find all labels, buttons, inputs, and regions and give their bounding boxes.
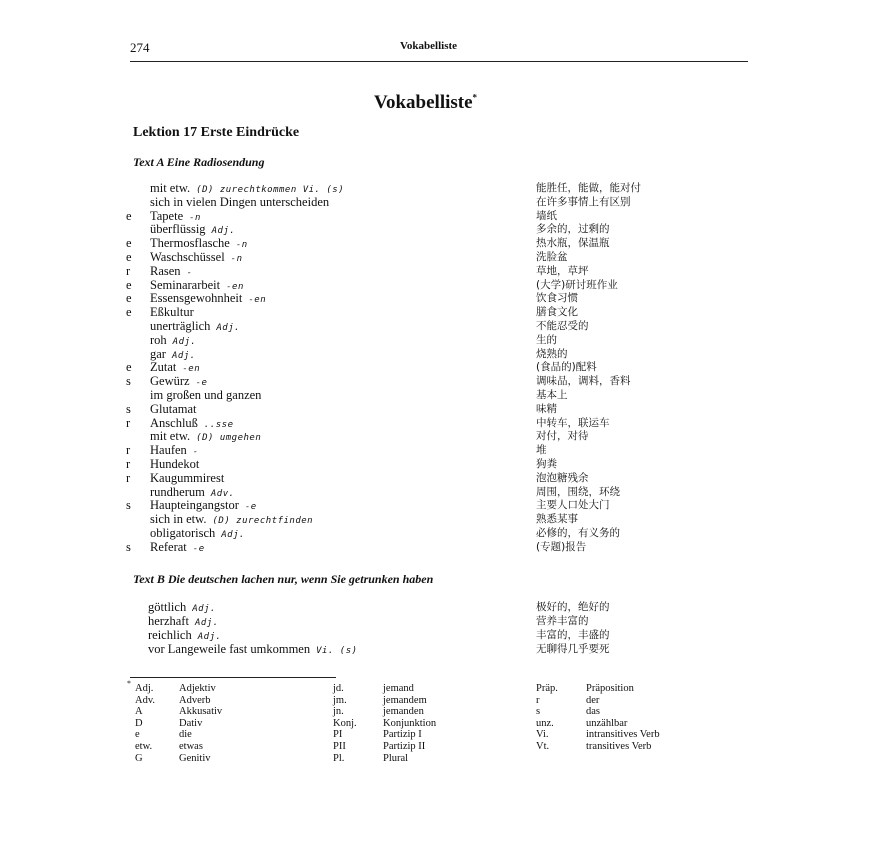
vocab-word: gar: [150, 346, 166, 361]
vocab-word: reichlich: [148, 628, 192, 642]
vocab-word: sich in vielen Dingen unterscheiden: [150, 194, 330, 209]
vocab-word: überflüssig: [150, 222, 206, 237]
vocab-translation: 主要人口处大门: [536, 499, 610, 512]
vocab-word: Haupteingangstor: [150, 498, 239, 513]
vocab-entry: [126, 251, 726, 265]
vocab-word: Eßkultur: [150, 305, 194, 320]
vocab-grammar: -e: [192, 543, 205, 554]
vocab-translation: 必修的，有义务的: [536, 526, 620, 539]
vocab-word: Seminararbeit: [150, 277, 221, 292]
vocab-entry: [126, 223, 726, 237]
vocab-entry: [126, 417, 726, 431]
vocab-translation: 周围，围绕，环绕: [536, 485, 620, 498]
vocab-entry: [126, 642, 726, 656]
vocab-grammar: Adj.: [221, 529, 245, 540]
abbreviation-expansion: Adjektiv: [179, 683, 216, 694]
page-number: 274: [130, 40, 150, 55]
vocab-translation: 中转车，联运车: [536, 416, 610, 429]
vocab-translation: 泡泡糖残余: [536, 471, 589, 484]
vocab-entry: [126, 513, 726, 527]
vocab-word: Zutat: [150, 360, 177, 375]
vocab-article: r: [126, 456, 131, 471]
vocab-word: mit etw.: [150, 181, 191, 195]
abbreviation-expansion: Partizip II: [383, 740, 426, 752]
vocab-word: rundherum: [150, 484, 205, 499]
vocab-word: vor Langeweile fast umkommen: [148, 642, 311, 656]
vocab-word: göttlich: [148, 600, 187, 614]
vocab-translation: (专题)报告: [536, 540, 587, 553]
vocab-word: Waschschüssel: [150, 249, 225, 264]
footnote-mark: *: [127, 679, 131, 688]
vocab-entry: [126, 430, 726, 444]
abbreviation-expansion: jemandem: [383, 694, 427, 706]
vocab-grammar: -e: [244, 502, 257, 513]
vocab-translation: 熟悉某事: [536, 513, 578, 526]
abbreviation-expansion: der: [586, 694, 600, 706]
vocab-entry: [126, 614, 726, 628]
vocab-translation: 生的: [536, 333, 557, 346]
abbreviation-expansion: Akkusativ: [179, 706, 223, 718]
vocab-article: s: [126, 498, 131, 513]
abbreviation-expansion: unzählbar: [586, 717, 628, 729]
abbreviation: Pl.: [333, 752, 345, 764]
vocab-entry: [126, 265, 726, 279]
vocab-entry: [126, 472, 726, 486]
abbreviation: jn.: [333, 706, 344, 718]
vocab-translation: 饮食习惯: [536, 292, 578, 305]
footnote-rule: [130, 677, 336, 678]
vocab-entry: [126, 182, 726, 196]
vocab-translation: 膳食文化: [536, 306, 578, 319]
vocab-grammar: -e: [195, 378, 208, 389]
vocab-word: Haufen: [150, 443, 187, 458]
abbreviation-expansion: etwas: [179, 740, 203, 752]
vocab-entry: [126, 306, 726, 320]
text-b-heading: Text B Die deutschen lachen nur, wenn Sie getrunken haben: [133, 572, 434, 586]
vocab-entry: [126, 210, 726, 224]
vocab-grammar: (D) zurechtkommen Vi. (s): [196, 185, 345, 195]
text-a-vocab-list: [126, 182, 726, 555]
abbreviation-expansion: Adverb: [179, 694, 211, 706]
page-header: [130, 40, 748, 60]
running-head: Vokabelliste: [400, 40, 458, 52]
abbreviation: e: [135, 729, 140, 741]
vocab-entry: [126, 458, 726, 472]
vocab-grammar: -en: [248, 295, 267, 306]
vocab-word: unerträglich: [150, 318, 211, 333]
vocab-entry: [126, 403, 726, 417]
abbreviation: Adv.: [135, 694, 156, 706]
abbreviation-expansion: die: [179, 729, 192, 741]
vocab-translation: 基本上: [536, 388, 568, 401]
vocab-entry: [126, 486, 726, 500]
vocab-article: e: [126, 277, 132, 292]
vocab-article: e: [126, 249, 132, 264]
abbreviation-expansion: transitives Verb: [586, 740, 652, 752]
header-rule: [130, 61, 748, 62]
vocab-entry: [126, 279, 726, 293]
vocab-word: Essensgewohnheit: [150, 291, 243, 306]
vocab-word: Glutamat: [150, 401, 197, 416]
vocab-grammar: Adj.: [197, 632, 222, 642]
vocab-entry: [126, 320, 726, 334]
title-text: Vokabelliste: [374, 92, 473, 113]
vocab-grammar: Vi. (s): [316, 646, 358, 656]
vocab-entry: [126, 237, 726, 251]
vocab-grammar: -en: [226, 281, 244, 292]
vocab-translation: 对付，对待: [536, 430, 589, 443]
vocab-entry: [126, 196, 726, 210]
abbreviation: Präp.: [536, 683, 558, 694]
vocab-entry: [126, 628, 726, 642]
vocab-translation: 丰富的，丰盛的: [536, 629, 610, 641]
vocab-grammar: -n: [230, 253, 243, 264]
vocab-article: e: [126, 208, 132, 223]
vocab-translation: (食品的)配料: [536, 361, 597, 374]
vocab-translation: 营养丰富的: [536, 615, 589, 627]
vocab-translation: 多余的，过剩的: [536, 223, 610, 236]
vocab-word: roh: [150, 332, 167, 347]
abbreviation-expansion: jemanden: [383, 706, 424, 718]
vocab-grammar: Adj.: [194, 618, 219, 628]
vocab-translation: 味精: [536, 402, 557, 415]
abbreviation: r: [536, 694, 540, 706]
vocab-translation: 无聊得几乎要死: [536, 643, 610, 655]
vocab-article: e: [126, 305, 132, 320]
abbreviation: D: [135, 717, 143, 729]
vocab-translation: 极好的，绝好的: [536, 601, 610, 613]
vocab-translation: 能胜任，能做，能对付: [536, 182, 641, 194]
vocab-translation: 草地，草坪: [536, 264, 589, 277]
vocab-word: obligatorisch: [150, 525, 216, 540]
abbreviation-expansion: Konjunktion: [383, 717, 437, 729]
abbreviation: Vt.: [536, 740, 550, 752]
abbreviation: A: [135, 706, 143, 718]
vocab-entry: [126, 375, 726, 389]
lesson-heading: Lektion 17 Erste Eindrücke: [133, 125, 300, 140]
abbreviation-expansion: intransitives Verb: [586, 729, 660, 741]
vocab-article: r: [126, 415, 131, 430]
vocab-translation: 调味品，调料，香料: [536, 375, 631, 388]
vocab-word: Thermosflasche: [150, 236, 230, 251]
vocab-term: [148, 642, 358, 658]
vocab-grammar: -en: [182, 364, 201, 375]
vocab-word: Rasen: [150, 263, 181, 278]
vocab-grammar: (D) umgehen: [196, 433, 262, 444]
vocab-word: Referat: [150, 539, 187, 554]
vocab-article: s: [126, 401, 131, 416]
vocab-entry: [126, 348, 726, 362]
vocab-article: e: [126, 236, 132, 251]
abbreviation: PII: [333, 740, 346, 752]
vocab-grammar: Adj.: [211, 226, 236, 237]
abbreviation-expansion: Dativ: [179, 717, 203, 729]
vocab-entry: [126, 541, 726, 555]
vocab-word: mit etw.: [150, 429, 191, 444]
abbreviation: etw.: [135, 740, 153, 752]
vocab-grammar: -n: [189, 212, 201, 223]
vocab-term: [150, 541, 205, 557]
vocab-grammar: ..sse: [203, 419, 234, 430]
vocab-article: e: [126, 360, 132, 375]
vocab-word: Kaugummirest: [150, 470, 225, 485]
vocab-translation: 狗粪: [536, 457, 557, 470]
vocab-article: e: [126, 291, 132, 306]
vocab-word: sich in etw.: [150, 512, 207, 527]
vocab-grammar: Adv.: [210, 488, 235, 499]
abbreviation-expansion: Plural: [383, 752, 409, 764]
text-b-vocab-list: [126, 600, 726, 656]
vocab-entry: [126, 499, 726, 513]
abbreviation-expansion: Genitiv: [179, 752, 211, 764]
abbreviation: Konj.: [333, 717, 357, 729]
vocab-entry: [126, 334, 726, 348]
abbreviation-expansion: das: [586, 706, 600, 718]
page-title: [374, 92, 477, 114]
vocab-grammar: (D) zurechtfinden: [212, 516, 314, 527]
vocab-grammar: Adj.: [192, 604, 216, 614]
vocab-grammar: Adj.: [171, 350, 196, 361]
abbreviation-expansion: Präposition: [586, 683, 634, 694]
vocab-grammar: Adj.: [216, 322, 241, 333]
vocab-translation: 不能忍受的: [536, 319, 589, 332]
vocab-word: im großen und ganzen: [150, 387, 262, 402]
vocab-entry: [126, 389, 726, 403]
vocab-article: r: [126, 470, 131, 485]
abbreviation: unz.: [536, 717, 554, 729]
vocab-entry: [126, 527, 726, 541]
vocab-translation: 堆: [536, 444, 547, 457]
vocab-grammar: Adj.: [172, 336, 197, 347]
vocab-article: s: [126, 539, 131, 554]
vocab-article: r: [126, 443, 131, 458]
abbreviation: jd.: [333, 683, 344, 694]
vocab-word: Anschluß: [150, 415, 198, 430]
vocab-grammar: -n: [235, 240, 248, 251]
vocab-article: s: [126, 374, 131, 389]
vocab-translation: 在许多事情上有区别: [536, 195, 631, 208]
vocab-translation: 烧熟的: [536, 347, 568, 360]
abbreviation: Vi.: [536, 729, 549, 741]
abbreviation-expansion: jemand: [383, 683, 414, 694]
vocab-word: Tapete: [150, 208, 184, 223]
vocab-translation: 热水瓶，保温瓶: [536, 237, 610, 250]
vocab-word: Gewürz: [150, 374, 190, 389]
vocab-grammar: -: [186, 267, 193, 278]
vocab-translation: 墙纸: [536, 209, 557, 222]
abbreviation: PI: [333, 729, 343, 741]
vocab-translation: (大学)研讨班作业: [536, 278, 618, 291]
vocab-entry: [126, 292, 726, 306]
vocab-word: herzhaft: [148, 614, 189, 628]
vocab-entry: [126, 600, 726, 614]
abbreviation-expansion: Partizip I: [383, 729, 422, 741]
vocab-entry: [126, 361, 726, 375]
vocab-grammar: -: [192, 447, 199, 458]
abbreviation: G: [135, 752, 143, 764]
vocab-entry: [126, 444, 726, 458]
abbreviation: jm.: [333, 694, 347, 706]
vocab-word: Hundekot: [150, 456, 200, 471]
vocab-translation: 洗脸盆: [536, 250, 568, 263]
title-footnote-mark: *: [472, 92, 478, 103]
abbreviation: Adj.: [135, 683, 154, 694]
text-a-heading: Text A Eine Radiosendung: [133, 155, 265, 169]
vocab-article: r: [126, 263, 131, 278]
abbreviation: s: [536, 706, 541, 718]
